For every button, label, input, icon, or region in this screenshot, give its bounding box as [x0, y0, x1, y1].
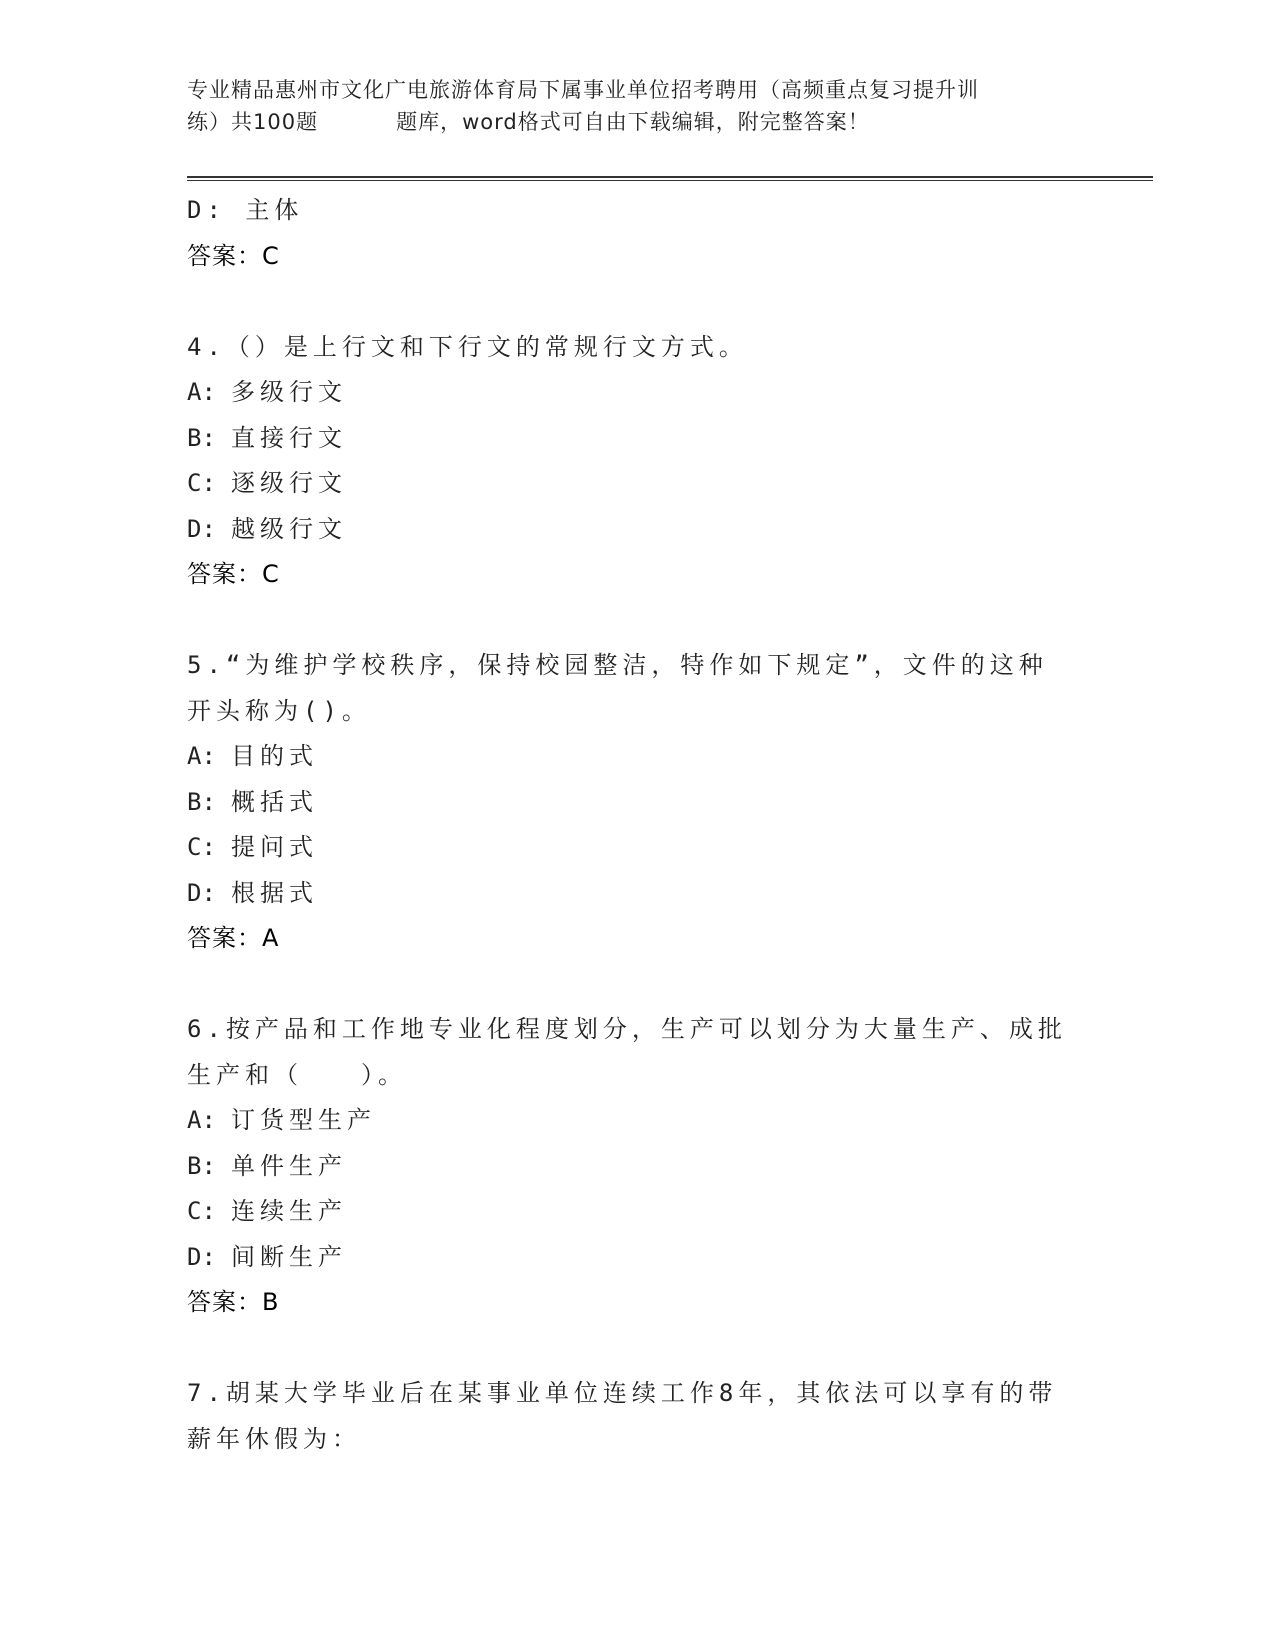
question-stem-line-1: 6.按产品和工作地专业化程度划分，生产可以划分为大量生产、成批	[187, 1015, 1067, 1043]
document-body	[187, 188, 1067, 1462]
option-text: 直接行文	[231, 423, 347, 452]
option-text: 逐级行文	[231, 469, 347, 497]
option-a	[187, 370, 1067, 416]
option-letter: B:	[187, 1151, 216, 1180]
option-text: 多级行文	[231, 378, 347, 406]
answer-line: 答案：A	[187, 924, 280, 952]
question-stem-line-2: 开头称为()。	[187, 696, 371, 725]
question-5	[187, 643, 1067, 962]
option-b	[187, 416, 1067, 462]
option-a	[187, 734, 1067, 780]
option-d	[187, 507, 1067, 553]
question-stem-line-2: 薪年休假为：	[187, 1424, 361, 1453]
option-d	[187, 871, 1067, 917]
option-text: 目的式	[231, 742, 318, 770]
option-letter: D:	[187, 1242, 216, 1271]
question-4	[187, 325, 1067, 598]
option-letter: C:	[187, 1197, 216, 1225]
header-download-note: 题库，word格式可自由下载编辑，附完整答案！	[396, 110, 870, 134]
question-7	[187, 1371, 1067, 1462]
option-text: 间断生产	[231, 1242, 347, 1271]
option-letter: A:	[187, 742, 216, 770]
option-text: 订货型生产	[231, 1106, 376, 1134]
option-text: 连续生产	[231, 1197, 347, 1225]
header-divider	[187, 176, 1153, 181]
option-text: 提问式	[231, 833, 318, 861]
header-title-line-2	[187, 106, 1087, 138]
question-stem-line-1: 7.胡某大学毕业后在某事业单位连续工作8年，其依法可以享有的带	[187, 1379, 1058, 1407]
option-letter: B:	[187, 423, 216, 452]
option-b	[187, 780, 1067, 826]
question-stem-line-1: 5.“为维护学校秩序，保持校园整洁，特作如下规定”，文件的这种	[187, 651, 1048, 679]
option-text: 概括式	[231, 787, 318, 816]
option-text: 单件生产	[231, 1151, 347, 1180]
answer-line: 答案：B	[187, 1288, 280, 1316]
answer-line: 答案：C	[187, 241, 280, 270]
option-a	[187, 1098, 1067, 1144]
option-c	[187, 1189, 1067, 1235]
header-title-line-1: 专业精品惠州市文化广电旅游体育局下属事业单位招考聘用（高频重点复习提升训	[187, 78, 979, 102]
option-letter: C:	[187, 469, 216, 497]
question-6	[187, 1007, 1067, 1326]
option-letter: C:	[187, 833, 216, 861]
option-b	[187, 1144, 1067, 1190]
option-c	[187, 461, 1067, 507]
option-letter: B:	[187, 787, 216, 816]
question-stem: 4.（）是上行文和下行文的常规行文方式。	[187, 332, 748, 361]
header-question-count: 练）共100题	[187, 110, 319, 134]
option-letter: D:	[187, 514, 216, 543]
option-letter: A:	[187, 378, 216, 406]
option-letter: D:	[187, 878, 216, 907]
option-text: 越级行文	[231, 514, 347, 543]
option-d	[187, 1235, 1067, 1281]
question-stem-line-2: 生产和（ ）。	[187, 1060, 407, 1089]
option-c	[187, 825, 1067, 871]
answer-line: 答案：C	[187, 560, 280, 588]
option-d: D: 主体	[187, 196, 304, 224]
option-text: 根据式	[231, 878, 318, 907]
page-header	[187, 74, 1087, 138]
option-letter: A:	[187, 1106, 216, 1134]
